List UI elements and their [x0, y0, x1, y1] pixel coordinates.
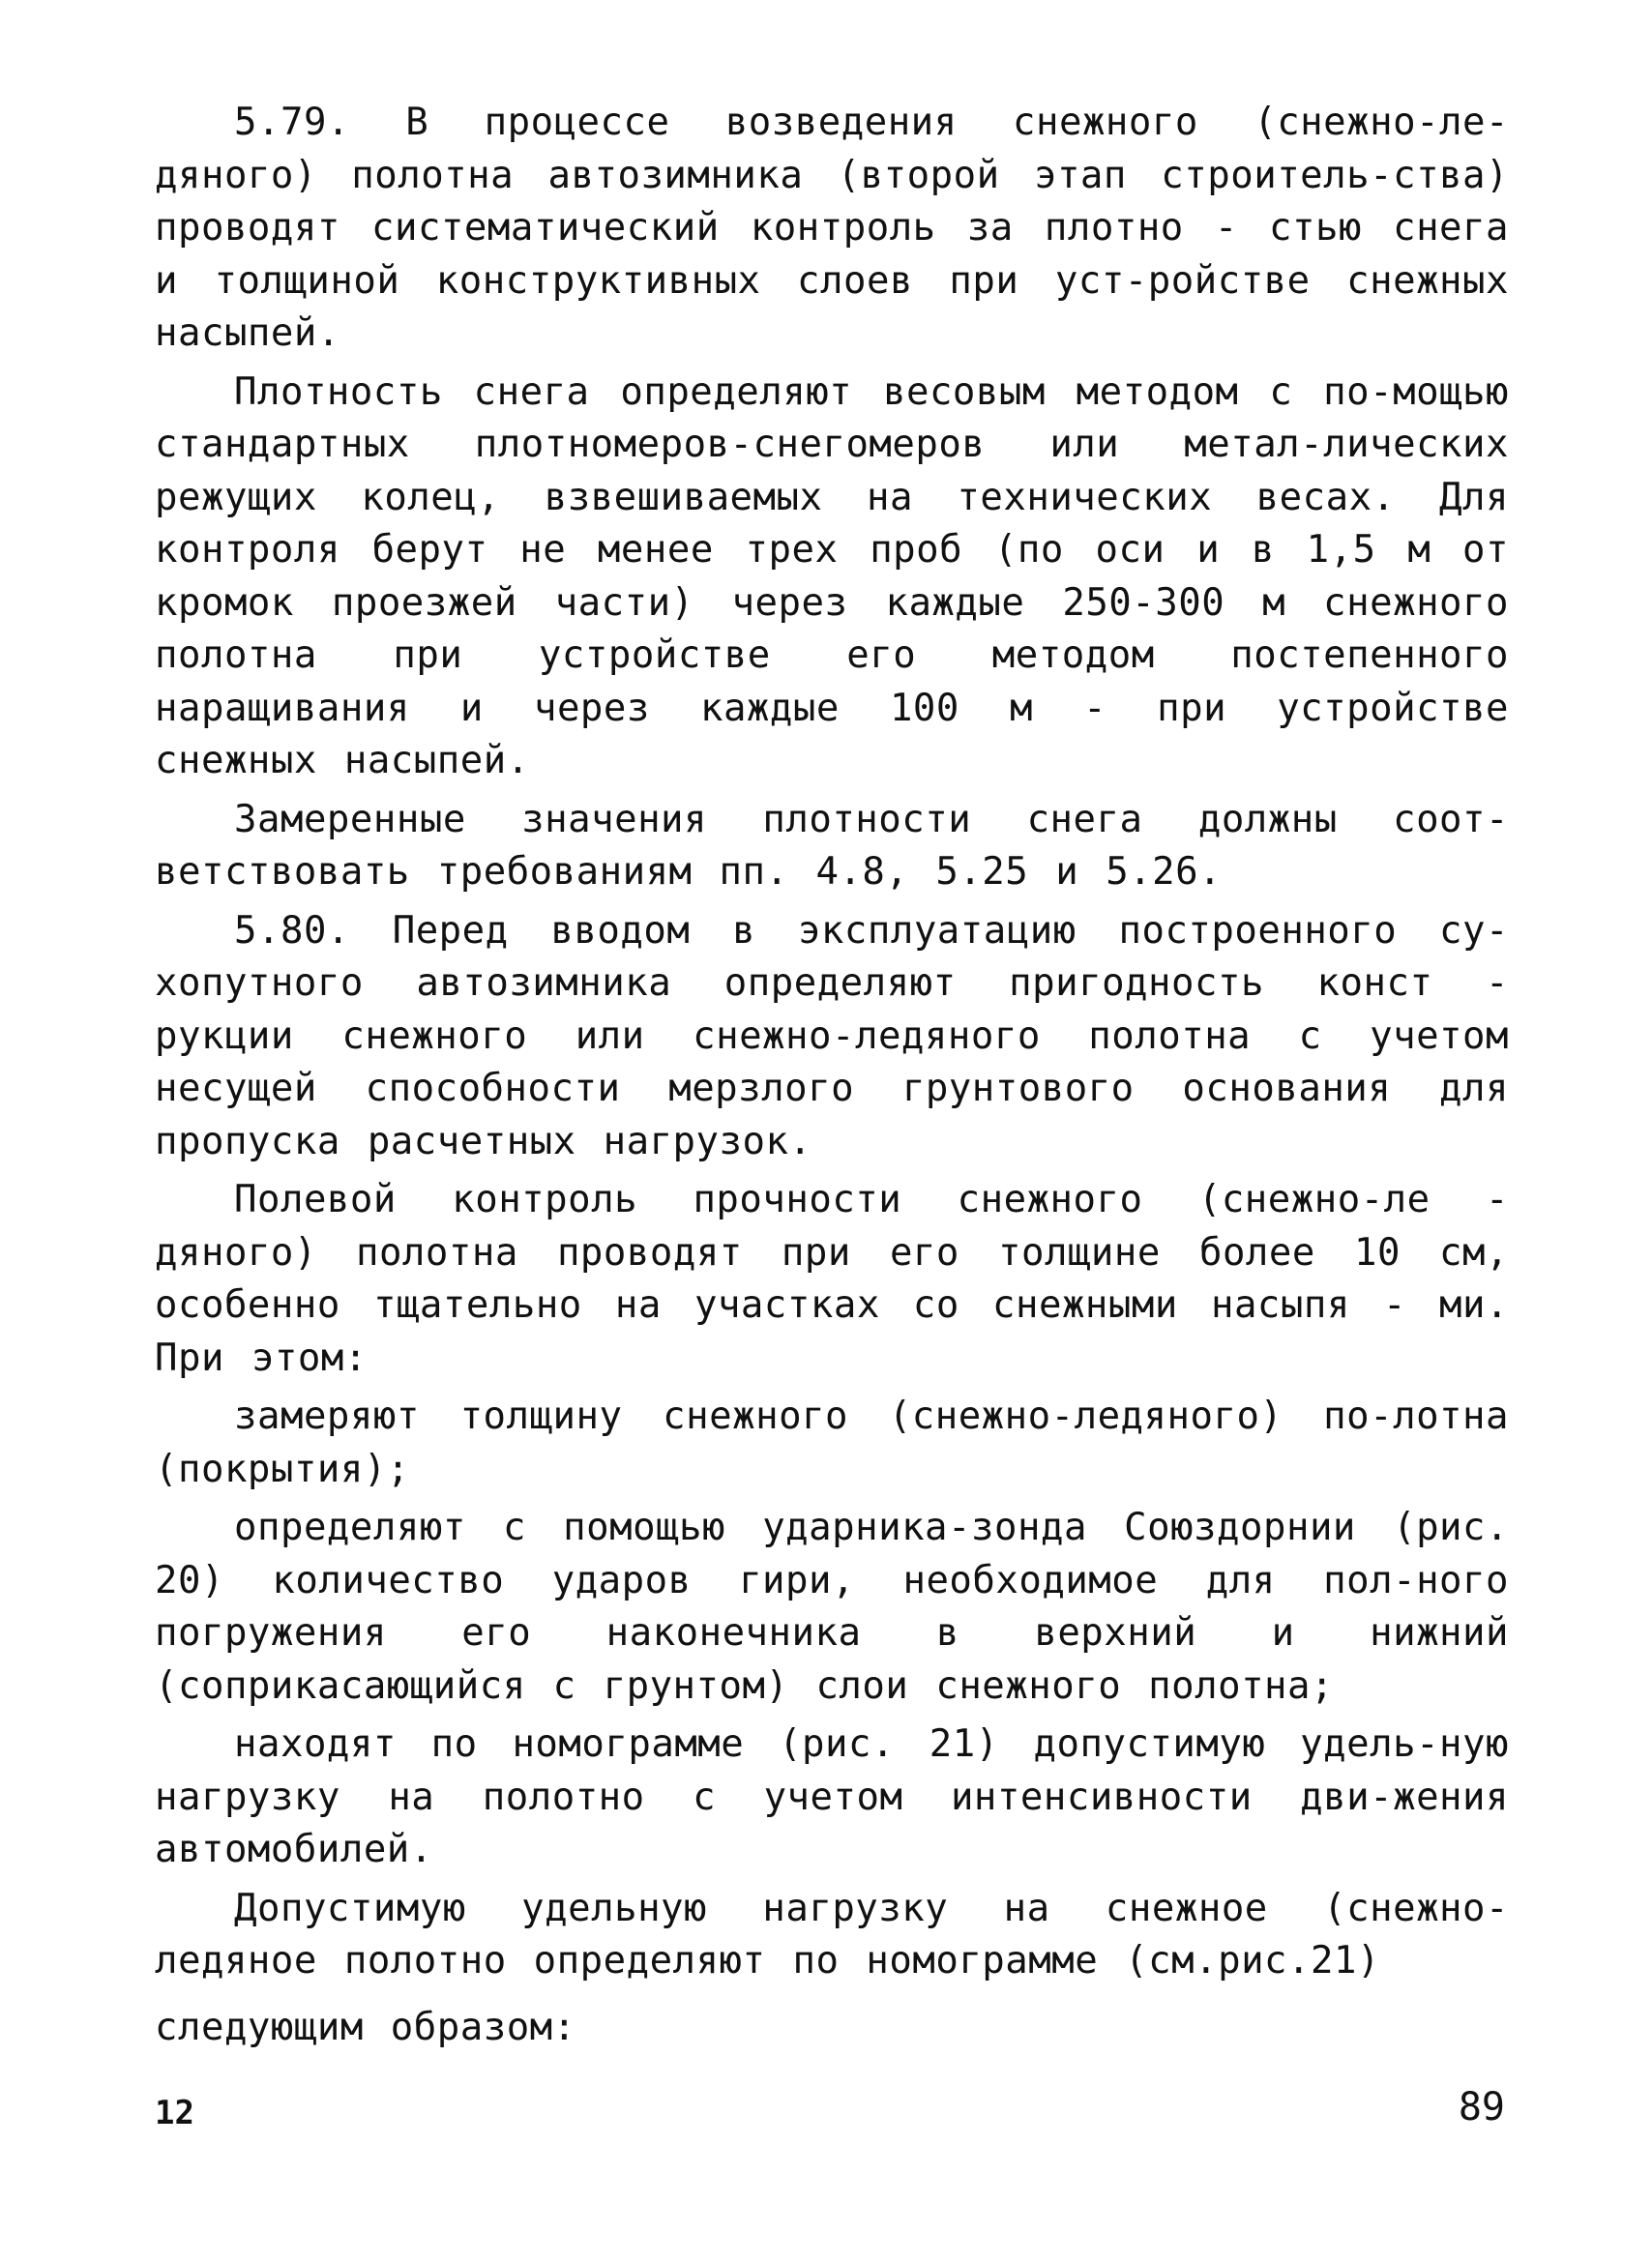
paragraph-density-method: Плотность снега определяют весовым методом с по-мощью стандартных плотномеров-снегомеров или метал-лических режущих колец, взвешиваемых на технических весах. Для контроля берут не менее трех проб (по оси и в 1,5 м от кромок проезжей части) через каждые 250-300 м снежного полотна при устройстве его методом постепенного наращивания и через каждые 100 м - при устройстве снежных насыпей. — [155, 369, 1509, 782]
paragraph-5-79: 5.79. В процессе возведения снежного (снежно-ле-дяного) полотна автозимника (второй этап строитель-ства) проводят систематический контроль за плотно - стью снега и толщиной конструктивных слоев при уст-ройстве снежных насыпей. — [155, 101, 1509, 355]
page-number: 89 — [1458, 2085, 1505, 2130]
paragraph-field-control: Полевой контроль прочности снежного (снежно-ле - дяного) полотна проводят при его толщине более 10 см, особенно тщательно на участках со снежными насыпя - ми. При этом: — [155, 1178, 1509, 1380]
paragraph-probe-strikes: определяют с помощью ударника-зонда Союздорнии (рис. 20) количество ударов гири, необходимое для пол-ного погружения его наконечника в верхний и нижний (соприкасающийся с грунтом) слои снежного полотна; — [155, 1506, 1509, 1708]
paragraph-following-way: следующим образом: — [155, 2005, 576, 2049]
paragraph-density-requirements: Замеренные значения плотности снега должны соот-ветствовать требованиям пп. 4.8, 5.25 и 5.26. — [155, 797, 1509, 894]
paragraph-nomogram-load: находят по номограмме (рис. 21) допустимую удель-ную нагрузку на полотно с учетом интенсивности дви-жения автомобилей. — [155, 1722, 1509, 1871]
signature-mark: 12 — [155, 2094, 194, 2132]
paragraph-measure-thickness: замеряют толщину снежного (снежно-ледяного) по-лотна (покрытия); — [155, 1395, 1509, 1491]
paragraph-5-80: 5.80. Перед вводом в эксплуатацию построенного су-хопутного автозимника определяют пригодность конст - рукции снежного или снежно-ледяного полотна с учетом несущей способности мерзлого грунтового основания для пропуска расчетных нагрузок. — [155, 908, 1509, 1163]
body-text — [155, 97, 1509, 2060]
paragraph-allowable-load: Допустимую удельную нагрузку на снежное (снежно-ледяное полотно определяют по номограмме (см.рис.21) — [155, 1886, 1509, 1983]
